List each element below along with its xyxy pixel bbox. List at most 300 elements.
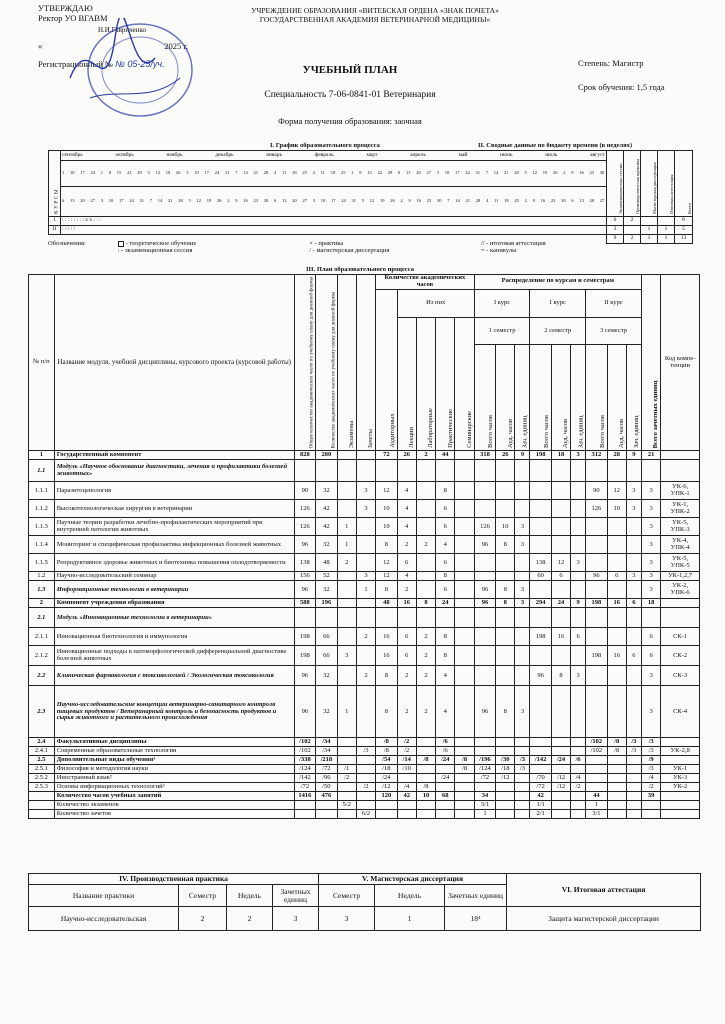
table-row: [29, 536, 700, 554]
row-cell: [641, 460, 660, 482]
schedule-title: I. График образовательного процесса: [270, 142, 380, 149]
row-cell: 96: [586, 572, 607, 581]
row-cell: 2: [397, 536, 416, 554]
month-label: март: [366, 151, 378, 158]
row-cell: 48: [376, 599, 397, 608]
week-end: 20: [292, 198, 297, 204]
row-cell: 10: [607, 500, 626, 518]
row-cell: 44: [586, 792, 607, 801]
row-cell: /196: [474, 756, 495, 765]
row-cell: 2: [397, 686, 416, 738]
budget-total-2: 1: [641, 235, 658, 244]
row-cell: 3: [571, 451, 586, 460]
row-cell: [496, 482, 515, 500]
row-cell: [626, 608, 641, 628]
final-title: VI. Итоговая аттестация: [507, 874, 701, 907]
week-start: 29: [137, 170, 142, 176]
row-cell: 3: [571, 666, 586, 686]
row-cell: [474, 460, 495, 482]
weeks-top-row: [61, 161, 607, 187]
row-cell: УК-1,2,7: [661, 572, 700, 581]
row-cell: /2: [397, 747, 416, 756]
row-cell: [530, 460, 551, 482]
row-cell: [530, 738, 551, 747]
row-cell: [356, 460, 375, 482]
row-cell: [496, 554, 515, 572]
row-cell: 4: [397, 518, 416, 536]
row-name: Дополнительные виды обучения¹: [54, 756, 294, 765]
row-cell: [455, 747, 474, 756]
row-number: 2.5.3: [29, 783, 55, 792]
theory-box-icon: [118, 241, 124, 247]
row-cell: 68: [436, 792, 455, 801]
row-number: 2.1.1: [29, 628, 55, 646]
row-cell: /24: [551, 756, 570, 765]
week-end: 28: [178, 198, 183, 204]
row-number: 2.5.2: [29, 774, 55, 783]
row-cell: 6: [436, 518, 455, 536]
row-cell: [474, 554, 495, 572]
row-cell: 8: [551, 666, 570, 686]
week-end: 23: [253, 198, 258, 204]
row-cell: 72: [376, 451, 397, 460]
signature-stamp-icon: [60, 18, 200, 118]
prac-head-3: Зачетных единиц: [273, 885, 319, 907]
row-cell: [496, 810, 515, 819]
row-cell: [607, 518, 626, 536]
row-cell: [316, 810, 337, 819]
row-cell: 156: [294, 572, 315, 581]
row-cell: /142: [530, 756, 551, 765]
row-cell: [661, 451, 700, 460]
week-end: 28: [475, 198, 481, 204]
diss-row-zet: 18⁴: [445, 907, 507, 931]
diss-head-1: Недель: [375, 885, 445, 907]
row-cell: [436, 460, 455, 482]
row-cell: [337, 747, 356, 756]
row-cell: 4: [397, 482, 416, 500]
row-cell: [571, 747, 586, 756]
row-cell: 3: [641, 554, 660, 572]
row-cell: [455, 572, 474, 581]
row-cell: 6: [607, 572, 626, 581]
row-cell: 8: [496, 581, 515, 599]
course-2-label: II: [49, 226, 61, 235]
row-cell: /8: [607, 738, 626, 747]
row-cell: /72: [530, 783, 551, 792]
row-cell: 138: [294, 554, 315, 572]
head-competence: Код компе-тенции: [661, 275, 700, 451]
head-course2: II курс: [586, 289, 642, 317]
week-start: 15: [116, 170, 122, 176]
budget-total-4: 13: [675, 235, 693, 244]
row-cell: 18: [551, 451, 570, 460]
row-cell: 32: [316, 666, 337, 686]
row-cell: [337, 572, 356, 581]
row-cell: [356, 801, 375, 810]
row-cell: [397, 608, 416, 628]
head-s1-all: Всего часов: [474, 345, 495, 451]
date-close: 2025 г.: [164, 40, 188, 51]
week-start: 17: [454, 170, 460, 176]
row-cell: /4: [397, 783, 416, 792]
courses-label: К У Р С Ы: [49, 151, 61, 217]
prac-row-sem: 2: [179, 907, 227, 931]
row-cell: 8: [496, 686, 515, 738]
row-cell: СК-1: [661, 628, 700, 646]
week-end: 27: [302, 198, 307, 204]
row-number: [29, 810, 55, 819]
row-cell: /72: [316, 765, 337, 774]
row-cell: 9: [626, 451, 641, 460]
row-cell: 18: [641, 599, 660, 608]
row-cell: [455, 518, 474, 536]
row-cell: [474, 628, 495, 646]
row-name: Научные теории разработки лечебно-профилактических мероприятий при внутренней патологии животных: [54, 518, 294, 536]
row-cell: /24: [436, 756, 455, 765]
head-num: № п/п: [29, 275, 55, 451]
row-number: 2.2: [29, 666, 55, 686]
week-end: 31: [351, 198, 356, 204]
row-cell: [607, 581, 626, 599]
week-start: 9: [571, 170, 574, 176]
week-start: 17: [80, 170, 85, 176]
course-2-budget-4: 5: [675, 226, 693, 235]
row-cell: [607, 792, 626, 801]
row-cell: /8: [376, 747, 397, 756]
row-cell: УК-5, УПК-5: [661, 554, 700, 572]
row-cell: /2: [337, 774, 356, 783]
row-cell: 126: [294, 500, 315, 518]
row-cell: [571, 686, 586, 738]
table-row: [29, 572, 700, 581]
month-label: октябрь: [115, 151, 134, 158]
row-cell: 52: [316, 572, 337, 581]
row-cell: /8: [455, 756, 474, 765]
row-cell: [455, 536, 474, 554]
row-cell: /12: [496, 774, 515, 783]
plan-title: III. План образовательного процесса: [305, 266, 415, 273]
week-end: 10: [320, 198, 326, 204]
row-cell: УК-1: [661, 765, 700, 774]
row-name: Высокотехнологическая хирургия в ветеринарии: [54, 500, 294, 518]
months-row: [61, 151, 607, 161]
row-cell: /14: [397, 756, 416, 765]
row-cell: 3: [641, 536, 660, 554]
row-cell: 1: [356, 581, 375, 599]
week-start: 26: [176, 170, 181, 176]
budget-total-1: 2: [624, 235, 641, 244]
head-aud-hours: Количество академических часов по учебному плану для дневной формы: [316, 275, 337, 451]
row-cell: УК-2, УПК-6: [661, 581, 700, 599]
row-cell: [551, 500, 570, 518]
week-end: 2: [524, 198, 527, 204]
row-number: 1.1.1: [29, 482, 55, 500]
row-cell: [474, 500, 495, 518]
row-cell: 9: [571, 599, 586, 608]
legend-item-1: : - экзаменационная сессия: [117, 247, 193, 254]
row-cell: [586, 518, 607, 536]
row-number: 2.5: [29, 756, 55, 765]
row-cell: [586, 783, 607, 792]
week-start: 3: [186, 170, 189, 176]
row-cell: /70: [530, 774, 551, 783]
legend-label: Обозначения:: [48, 240, 86, 247]
row-cell: 6: [641, 628, 660, 646]
row-name: Количество часов учебных занятий: [54, 792, 294, 801]
row-cell: 32: [316, 482, 337, 500]
week-start: 31: [475, 170, 480, 176]
row-cell: 2: [397, 581, 416, 599]
row-cell: [455, 792, 474, 801]
week-start: 21: [503, 170, 509, 176]
row-cell: [571, 765, 586, 774]
row-name: Клиническая фармакология с токсикологией / Экологическая токсикология: [54, 666, 294, 686]
row-cell: [356, 756, 375, 765]
week-start: 23: [589, 170, 594, 176]
row-cell: 3: [356, 500, 375, 518]
row-cell: 96: [474, 599, 495, 608]
row-cell: [515, 792, 530, 801]
row-cell: [586, 765, 607, 774]
row-number: 1.1.3: [29, 518, 55, 536]
row-cell: [515, 572, 530, 581]
row-cell: [455, 783, 474, 792]
week-end: 13: [282, 198, 287, 204]
week-end: 30: [437, 198, 442, 204]
table-row: [29, 608, 700, 628]
row-cell: [337, 783, 356, 792]
row-cell: /3: [626, 738, 641, 747]
row-cell: 26: [496, 451, 515, 460]
row-name: Современные образовательные технологии: [54, 747, 294, 756]
row-cell: 96: [294, 666, 315, 686]
row-cell: [416, 500, 435, 518]
week-start: 11: [282, 170, 287, 176]
row-name: Научно-исследовательский семинар: [54, 572, 294, 581]
row-cell: [455, 581, 474, 599]
row-cell: УК-1, УПК-2: [661, 500, 700, 518]
row-cell: [316, 460, 337, 482]
prac-row-name: Научно-исследовательская: [29, 907, 179, 931]
row-cell: /6: [436, 738, 455, 747]
row-cell: [571, 460, 586, 482]
row-cell: 1: [337, 686, 356, 738]
row-cell: [641, 608, 660, 628]
week-end: 19: [206, 198, 212, 204]
row-cell: [551, 646, 570, 666]
row-cell: [416, 801, 435, 810]
budget-head-3: Итоговая аттестация: [658, 151, 675, 217]
row-cell: [586, 686, 607, 738]
row-cell: /34: [316, 747, 337, 756]
diss-head-0: Семестр: [319, 885, 375, 907]
week-start: 12: [532, 170, 537, 176]
row-cell: [530, 482, 551, 500]
row-cell: 32: [316, 581, 337, 599]
row-cell: 6: [551, 572, 570, 581]
registration-label: Регистрационный №: [38, 59, 113, 70]
week-start: 27: [426, 170, 431, 176]
week-end: 26: [217, 198, 222, 204]
row-cell: 3: [515, 686, 530, 738]
row-cell: 6: [626, 646, 641, 666]
row-name: Количество зачетов: [54, 810, 294, 819]
row-cell: 2: [356, 628, 375, 646]
row-cell: 3/1: [586, 810, 607, 819]
row-cell: [586, 628, 607, 646]
week-end: 21: [465, 198, 470, 204]
legend: [48, 240, 688, 254]
final-row: Защита магистерской диссертации: [507, 907, 701, 931]
row-cell: 3: [641, 572, 660, 581]
week-end: 25: [514, 198, 519, 204]
week-end: 20: [80, 198, 85, 204]
row-cell: [337, 810, 356, 819]
row-cell: [356, 554, 375, 572]
row-cell: [571, 608, 586, 628]
row-number: 2.3: [29, 686, 55, 738]
row-cell: 4: [397, 572, 416, 581]
study-form: Форма получения образования: заочная: [278, 116, 422, 126]
row-cell: 96: [474, 536, 495, 554]
head-credits: Зачеты: [356, 275, 375, 451]
registration-value: № 05-25/уч.: [115, 59, 165, 70]
row-cell: [474, 482, 495, 500]
row-cell: 2: [416, 646, 435, 666]
budget-head-1: Производствен-ная практика: [624, 151, 641, 217]
week-end: 7: [149, 198, 152, 204]
row-cell: 1/1: [530, 801, 551, 810]
row-cell: /2: [397, 738, 416, 747]
row-cell: 3: [641, 686, 660, 738]
row-cell: 1: [337, 536, 356, 554]
head-s2-aud: Ауд. часов: [551, 345, 570, 451]
row-cell: 3: [515, 536, 530, 554]
row-cell: /12: [551, 783, 570, 792]
row-cell: 3: [626, 482, 641, 500]
row-cell: [626, 581, 641, 599]
row-cell: [626, 666, 641, 686]
row-cell: 3: [337, 646, 356, 666]
row-cell: [416, 482, 435, 500]
week-start: 13: [405, 170, 411, 176]
row-cell: 3: [641, 666, 660, 686]
course-1-budget-1: 2: [624, 217, 641, 226]
row-cell: /6: [436, 747, 455, 756]
row-cell: [376, 810, 397, 819]
row-cell: /218: [316, 756, 337, 765]
row-cell: [586, 554, 607, 572]
course-2-budget-0: 3: [607, 226, 624, 235]
row-cell: [337, 608, 356, 628]
week-start: 4: [312, 170, 315, 176]
row-cell: [586, 774, 607, 783]
row-cell: 6: [397, 554, 416, 572]
row-cell: /124: [474, 765, 495, 774]
row-cell: [586, 460, 607, 482]
week-start: 19: [165, 170, 171, 176]
legend-item-4: // - итоговая аттестация: [480, 240, 546, 247]
head-prac: Практические: [436, 317, 455, 451]
week-end: 30: [561, 198, 566, 204]
month-label: июнь: [500, 151, 513, 158]
row-cell: /102: [294, 738, 315, 747]
week-start: 1: [62, 170, 65, 176]
row-cell: [316, 608, 337, 628]
row-cell: 1: [474, 810, 495, 819]
row-cell: [626, 536, 641, 554]
row-cell: /54: [376, 756, 397, 765]
row-cell: [607, 666, 626, 686]
prac-row-weeks: 2: [227, 907, 273, 931]
table-row: [29, 581, 700, 599]
week-end: 5: [188, 198, 191, 204]
row-cell: 126: [294, 518, 315, 536]
row-cell: [661, 801, 700, 810]
row-cell: 2: [337, 554, 356, 572]
table-row: [29, 810, 700, 819]
prac-head-1: Семестр: [179, 885, 227, 907]
row-cell: [376, 460, 397, 482]
row-number: 2.4: [29, 738, 55, 747]
row-cell: [530, 500, 551, 518]
row-name: Информационные технологии в ветеринарии: [54, 581, 294, 599]
row-name: Мониторинг и специфическая профилактика инфекционных болезней животных: [54, 536, 294, 554]
row-number: 1.1.4: [29, 536, 55, 554]
week-start: 24: [465, 170, 470, 176]
row-number: 1: [29, 451, 55, 460]
row-cell: [515, 500, 530, 518]
row-cell: [436, 608, 455, 628]
row-cell: /18: [496, 765, 515, 774]
row-cell: /3: [515, 765, 530, 774]
row-cell: [496, 646, 515, 666]
row-cell: 32: [316, 536, 337, 554]
row-cell: [416, 460, 435, 482]
row-cell: [316, 801, 337, 810]
row-cell: [571, 810, 586, 819]
row-cell: [571, 646, 586, 666]
row-cell: [397, 801, 416, 810]
week-start: 6: [397, 170, 401, 176]
row-cell: [626, 810, 641, 819]
row-name: Количество экзаменов: [54, 801, 294, 810]
row-cell: [496, 747, 515, 756]
row-name: Паразитоценология: [54, 482, 294, 500]
row-cell: 9: [515, 451, 530, 460]
row-number: 1.2: [29, 572, 55, 581]
week-end: 4: [486, 198, 489, 204]
row-cell: [551, 608, 570, 628]
budget-total-3: 1: [658, 235, 675, 244]
row-cell: 24: [551, 599, 570, 608]
row-cell: [455, 608, 474, 628]
row-cell: [455, 646, 474, 666]
row-cell: /96: [316, 774, 337, 783]
row-cell: /3: [626, 747, 641, 756]
row-cell: [376, 608, 397, 628]
row-cell: 16: [607, 599, 626, 608]
row-cell: [626, 774, 641, 783]
row-cell: [455, 774, 474, 783]
row-cell: /50: [316, 783, 337, 792]
table-row: [29, 765, 700, 774]
row-number: 1.1.2: [29, 500, 55, 518]
row-name: Научно-исследовательские концепции ветеринарно-санитарного контроля пищевых продуктов / Ветеринарный контроль и безопасность продуктов и сырья животного и растительного происхождения: [54, 686, 294, 738]
row-cell: 26: [397, 451, 416, 460]
week-end: 6: [62, 198, 65, 204]
